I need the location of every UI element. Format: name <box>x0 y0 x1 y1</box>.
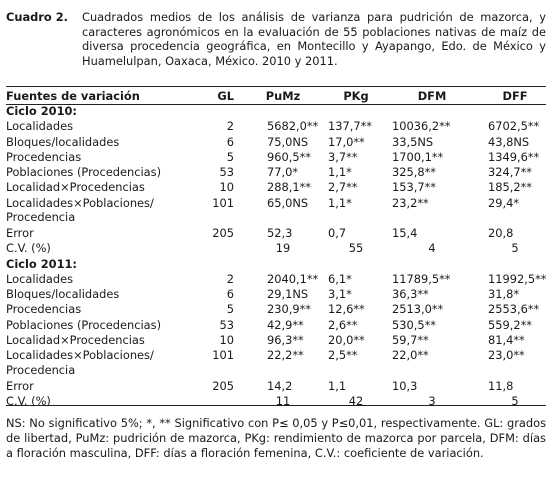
dfm-cell: 2513,0** <box>392 302 444 317</box>
header-dff: DFF <box>502 89 528 103</box>
pumz-cell: 96,3** <box>267 333 304 348</box>
pkg-cell: 12,6** <box>328 302 365 317</box>
pumz-cell: 14,2 <box>267 378 293 393</box>
dfm-cell: 15,4 <box>392 225 418 240</box>
cv-pumz: 19 <box>275 241 291 256</box>
pkg-cell: 1,1 <box>328 378 347 393</box>
gl-cell: 10 <box>219 333 234 348</box>
pkg-cell: 2,7** <box>328 180 358 195</box>
table-row <box>6 348 552 378</box>
table-row <box>6 379 552 394</box>
gl-cell: 205 <box>212 378 234 393</box>
gl-cell: 2 <box>226 271 234 286</box>
dff-cell: 11,8 <box>488 378 514 393</box>
pkg-cell: 137,7** <box>328 119 372 134</box>
source-cell: Error <box>6 225 34 240</box>
table-caption <box>6 10 546 68</box>
dff-cell: 6702,5** <box>488 119 540 134</box>
dff-cell: 20,8 <box>488 225 514 240</box>
caption-text: Cuadrados medios de los análisis de varianza para pudrición de mazorca, y caracteres agronómicos en la evaluación de 55 poblaciones nativas de maíz de diversa procedencia geográfica, en Montecillo y Ayapango, Edo. de México y Huamelulpan, Oaxaca, México. 2010 y 2011. <box>82 10 546 68</box>
gl-cell-empty <box>182 394 242 409</box>
pkg-cell: 6,1* <box>328 271 352 286</box>
cycle-heading-row <box>6 104 552 119</box>
table-row <box>6 302 552 317</box>
table-row <box>6 287 552 302</box>
dff-cell: 43,8NS <box>488 134 530 149</box>
source-cell: Localidades <box>6 271 74 286</box>
cv-dfm: 3 <box>428 393 436 408</box>
dff-cell: 29,4* <box>488 195 520 210</box>
pumz-cell: 5682,0** <box>267 119 319 134</box>
anova-table <box>6 88 552 409</box>
source-cell: Localidades×Poblaciones/ Procedencia <box>6 195 154 225</box>
cv-dff: 5 <box>511 241 519 256</box>
dfm-cell: 36,3** <box>392 287 429 302</box>
gl-cell: 205 <box>212 225 234 240</box>
dff-cell: 559,2** <box>488 317 532 332</box>
dfm-cell: 22,0** <box>392 348 429 363</box>
source-cell: Bloques/localidades <box>6 134 120 149</box>
dfm-cell: 10,3 <box>392 378 418 393</box>
source-cell: Error <box>6 378 34 393</box>
cycle-heading-row <box>6 257 552 272</box>
gl-cell: 53 <box>219 317 234 332</box>
pumz-cell: 52,3 <box>267 225 293 240</box>
source-cell: Procedencias <box>6 302 82 317</box>
table-row <box>6 150 552 165</box>
header-source: Fuentes de variación <box>6 89 140 103</box>
pumz-cell: 960,5** <box>267 149 311 164</box>
table-row <box>6 165 552 180</box>
table-row <box>6 196 552 226</box>
gl-cell: 101 <box>212 195 234 210</box>
caption-label: Cuadro 2. <box>6 10 68 24</box>
cv-row <box>6 394 552 409</box>
pumz-cell: 22,2** <box>267 348 304 363</box>
table-row <box>6 119 552 134</box>
pumz-cell: 230,9** <box>267 302 311 317</box>
dfm-cell: 11789,5** <box>392 271 451 286</box>
dfm-cell: 10036,2** <box>392 119 451 134</box>
gl-cell-empty <box>182 241 242 256</box>
gl-cell: 5 <box>226 149 234 164</box>
table-row <box>6 135 552 150</box>
cycle-title: Ciclo 2010: <box>6 104 77 118</box>
table-row <box>6 226 552 241</box>
dfm-cell: 1700,1** <box>392 149 444 164</box>
gl-cell: 10 <box>219 180 234 195</box>
gl-cell: 53 <box>219 165 234 180</box>
pkg-cell: 0,7 <box>328 225 347 240</box>
pumz-cell: 65,0NS <box>267 195 309 210</box>
dfm-cell: 153,7** <box>392 180 436 195</box>
pumz-cell: 2040,1** <box>267 271 319 286</box>
cv-pumz: 11 <box>275 393 291 408</box>
table-body <box>6 104 552 409</box>
cv-label: C.V. (%) <box>6 241 51 256</box>
pumz-cell: 29,1NS <box>267 287 309 302</box>
cv-row <box>6 241 552 256</box>
source-cell: Poblaciones (Procedencias) <box>6 165 162 180</box>
pkg-cell: 1,1* <box>328 195 352 210</box>
source-cell: Localidad×Procedencias <box>6 180 145 195</box>
pkg-cell: 2,5** <box>328 348 358 363</box>
table-row <box>6 318 552 333</box>
dfm-cell: 530,5** <box>392 317 436 332</box>
dfm-cell: 59,7** <box>392 333 429 348</box>
pumz-cell: 75,0NS <box>267 134 309 149</box>
header-row <box>6 88 552 104</box>
cv-pkg: 42 <box>348 393 364 408</box>
dff-cell: 2553,6** <box>488 302 540 317</box>
gl-cell: 6 <box>226 287 234 302</box>
source-cell: Localidades <box>6 119 74 134</box>
cv-dff: 5 <box>511 393 519 408</box>
dff-cell: 185,2** <box>488 180 532 195</box>
dfm-cell: 325,8** <box>392 165 436 180</box>
dff-cell: 1349,6** <box>488 149 540 164</box>
pumz-cell: 288,1** <box>267 180 311 195</box>
gl-cell: 5 <box>226 302 234 317</box>
source-cell: Poblaciones (Procedencias) <box>6 317 162 332</box>
source-cell: Localidad×Procedencias <box>6 333 145 348</box>
dfm-cell: 33,5NS <box>392 134 434 149</box>
cv-label: C.V. (%) <box>6 393 51 408</box>
pkg-cell: 1,1* <box>328 165 352 180</box>
cv-dfm: 4 <box>428 241 436 256</box>
cycle-title: Ciclo 2011: <box>6 256 77 271</box>
header-pumz: PuMz <box>265 89 301 103</box>
dff-cell: 31,8* <box>488 287 520 302</box>
pkg-cell: 17,0** <box>328 134 365 149</box>
source-cell: Bloques/localidades <box>6 287 120 302</box>
pkg-cell: 3,7** <box>328 149 358 164</box>
pumz-cell: 42,9** <box>267 317 304 332</box>
dff-cell: 23,0** <box>488 348 525 363</box>
dff-cell: 81,4** <box>488 333 525 348</box>
header-gl: GL <box>217 89 234 103</box>
source-cell: Localidades×Poblaciones/ Procedencia <box>6 348 154 377</box>
dff-cell: 324,7** <box>488 165 532 180</box>
table-top-rule <box>6 86 546 87</box>
header-dfm: DFM <box>417 89 447 103</box>
table-footnote: NS: No significativo 5%; *, ** Significativo con P≤ 0,05 y P≤0,01, respectivamente. GL: grados de libertad, PuMz: pudrición de mazorca, PKg: rendimiento de mazorca por parcela, DFM: días a floración masculina, DFF: días a floración femenina, C.V.: coeficiente de variación. <box>6 416 546 460</box>
gl-cell: 2 <box>226 119 234 134</box>
gl-cell: 101 <box>212 348 234 363</box>
dff-cell: 11992,5** <box>488 271 547 286</box>
gl-cell: 6 <box>226 134 234 149</box>
pkg-cell: 3,1* <box>328 287 352 302</box>
header-pkg: PKg <box>343 89 369 103</box>
dfm-cell: 23,2** <box>392 195 429 210</box>
table-row <box>6 272 552 287</box>
pumz-cell: 77,0* <box>267 165 299 180</box>
pkg-cell: 20,0** <box>328 333 365 348</box>
table-row <box>6 333 552 348</box>
table-row <box>6 180 552 195</box>
cv-pkg: 55 <box>348 241 364 256</box>
source-cell: Procedencias <box>6 149 82 164</box>
pkg-cell: 2,6** <box>328 317 358 332</box>
